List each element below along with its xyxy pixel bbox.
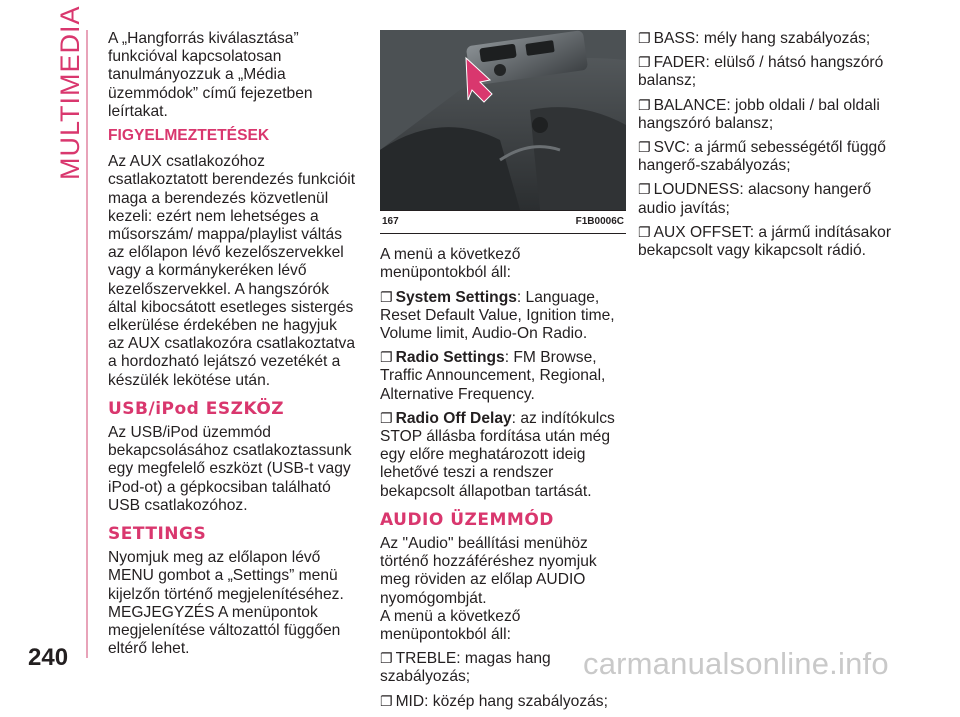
audio-menu-intro: A menü a következő menüpontokból áll:	[380, 607, 521, 644]
checkbox-bullet-icon: ❐	[380, 651, 393, 668]
menu-item-desc: : Language, Reset Default Value, Ignition time, Volume limit, Audio-On Radio.	[380, 288, 615, 343]
checkbox-bullet-icon: ❐	[638, 224, 651, 241]
column-right	[638, 30, 900, 266]
menu-item-title: Radio Off Delay	[395, 409, 512, 427]
checkbox-bullet-icon: ❐	[638, 31, 651, 47]
figure-caption	[380, 210, 626, 234]
audio-item-text: MID: közép hang szabályozás;	[395, 692, 608, 710]
checkbox-bullet-icon: ❐	[380, 410, 393, 427]
menu-item-desc: : az indítókulcs STOP állásba fordítása után még egy előre meghatározott ideig lehetővé teszi a rendszer bekapcsolt állapotban tartását.	[380, 409, 615, 500]
checkbox-bullet-icon: ❐	[638, 97, 651, 114]
menu-item-title: Radio Settings	[395, 349, 505, 367]
audio-item-text: TREBLE: magas hang szabályozás;	[380, 650, 551, 686]
menu-intro: A menü a következő menüpontokból áll:	[380, 246, 521, 282]
menu-item-radio-settings	[380, 349, 626, 404]
warnings-paragraph: Az AUX csatlakozóhoz csatlakoztatott berendezés funkcióit maga a berendezés közvetlenül kezeli: ezért nem lehetséges a műsorszám/ mappa/playlist váltás az előlapon lévő kezelőszervekkel vagy a kormánykeréken lévő kezelőszervekkel. A hangszórók által kibocsátott esetleges sistergés elkerülése érdekében ne hagyjuk az AUX csatlakozóra csatlakoztatva a hordozható lejátszó vezetékét a készülék lekötése után.	[108, 153, 356, 389]
column-middle	[380, 30, 626, 717]
checkbox-bullet-icon: ❐	[638, 140, 651, 157]
audio-item-text: BALANCE: jobb oldali / bal oldali hangszóró balansz;	[638, 96, 880, 132]
checkbox-bullet-icon: ❐	[638, 182, 651, 199]
page-number: 240	[28, 644, 69, 671]
intro-paragraph: A „Hangforrás kiválasztása” funkcióval kapcsolatosan tanulmányozzuk a „Média üzemmódok” című fejezetben leírtakat.	[108, 30, 313, 120]
audio-item-bass	[638, 30, 900, 48]
audio-item-aux-offset	[638, 224, 900, 260]
audio-mode-heading: AUDIO ÜZEMMÓD	[380, 509, 554, 530]
audio-item-text: BASS: mély hang szabályozás;	[653, 30, 871, 47]
side-divider	[86, 30, 88, 658]
console-illustration	[380, 30, 626, 210]
audio-item-text: LOUDNESS: alacsony hangerő audio javítás;	[638, 181, 872, 217]
checkbox-bullet-icon: ❐	[638, 55, 651, 72]
settings-paragraph: Nyomjuk meg az előlapon lévő MENU gombot a „Settings” menü kijelzőn történő megjelenítéséhez.	[108, 549, 344, 603]
menu-item-radio-off-delay	[380, 410, 626, 501]
audio-item-text: AUX OFFSET: a jármű indításakor bekapcsolt vagy kikapcsolt rádió.	[638, 223, 892, 260]
column-left	[108, 30, 356, 665]
menu-item-title: System Settings	[395, 288, 517, 306]
audio-item-text: FADER: elülső / hátsó hangszóró balansz;	[638, 54, 884, 90]
audio-paragraph: Az "Audio" beállítási menühöz történő hozzáféréshez nyomjuk meg röviden az előlap AUDIO nyomógombját.	[380, 535, 597, 607]
aux-usb-port-photo	[380, 30, 626, 210]
figure-code: F1B0006C	[575, 216, 624, 227]
menu-item-desc: : FM Browse, Traffic Announcement, Regional, Alternative Frequency.	[380, 349, 606, 403]
usb-paragraph: Az USB/iPod üzemmód bekapcsolásához csatlakoztassunk egy megfelelő eszközt (USB-t vagy iPod-ot) a gépkocsiban található USB csatlakozóhoz.	[108, 424, 352, 514]
audio-item-text: SVC: a jármű sebességétől függő hangerő-szabályozás;	[638, 139, 886, 175]
audio-item-fader	[638, 54, 900, 90]
menu-item-system-settings	[380, 289, 626, 344]
checkbox-bullet-icon: ❐	[380, 693, 393, 710]
section-side-label-text: MULTIMEDIA	[55, 5, 85, 180]
watermark-text: carmanualsonline.info	[583, 646, 889, 681]
audio-item-loudness	[638, 181, 900, 217]
usb-heading: USB/iPod ESZKÖZ	[108, 398, 285, 419]
checkbox-bullet-icon: ❐	[380, 289, 393, 306]
settings-note: MEGJEGYZÉS A menüpontok megjelenítése változattól függően eltérő lehet.	[108, 603, 341, 658]
audio-item-svc	[638, 139, 900, 175]
checkbox-bullet-icon: ❐	[380, 350, 393, 367]
figure-number: 167	[382, 216, 399, 227]
settings-heading: SETTINGS	[108, 524, 207, 545]
audio-item-balance	[638, 97, 900, 133]
audio-item-mid	[380, 693, 626, 711]
warnings-heading: FIGYELMEZTETÉSEK	[108, 127, 270, 145]
